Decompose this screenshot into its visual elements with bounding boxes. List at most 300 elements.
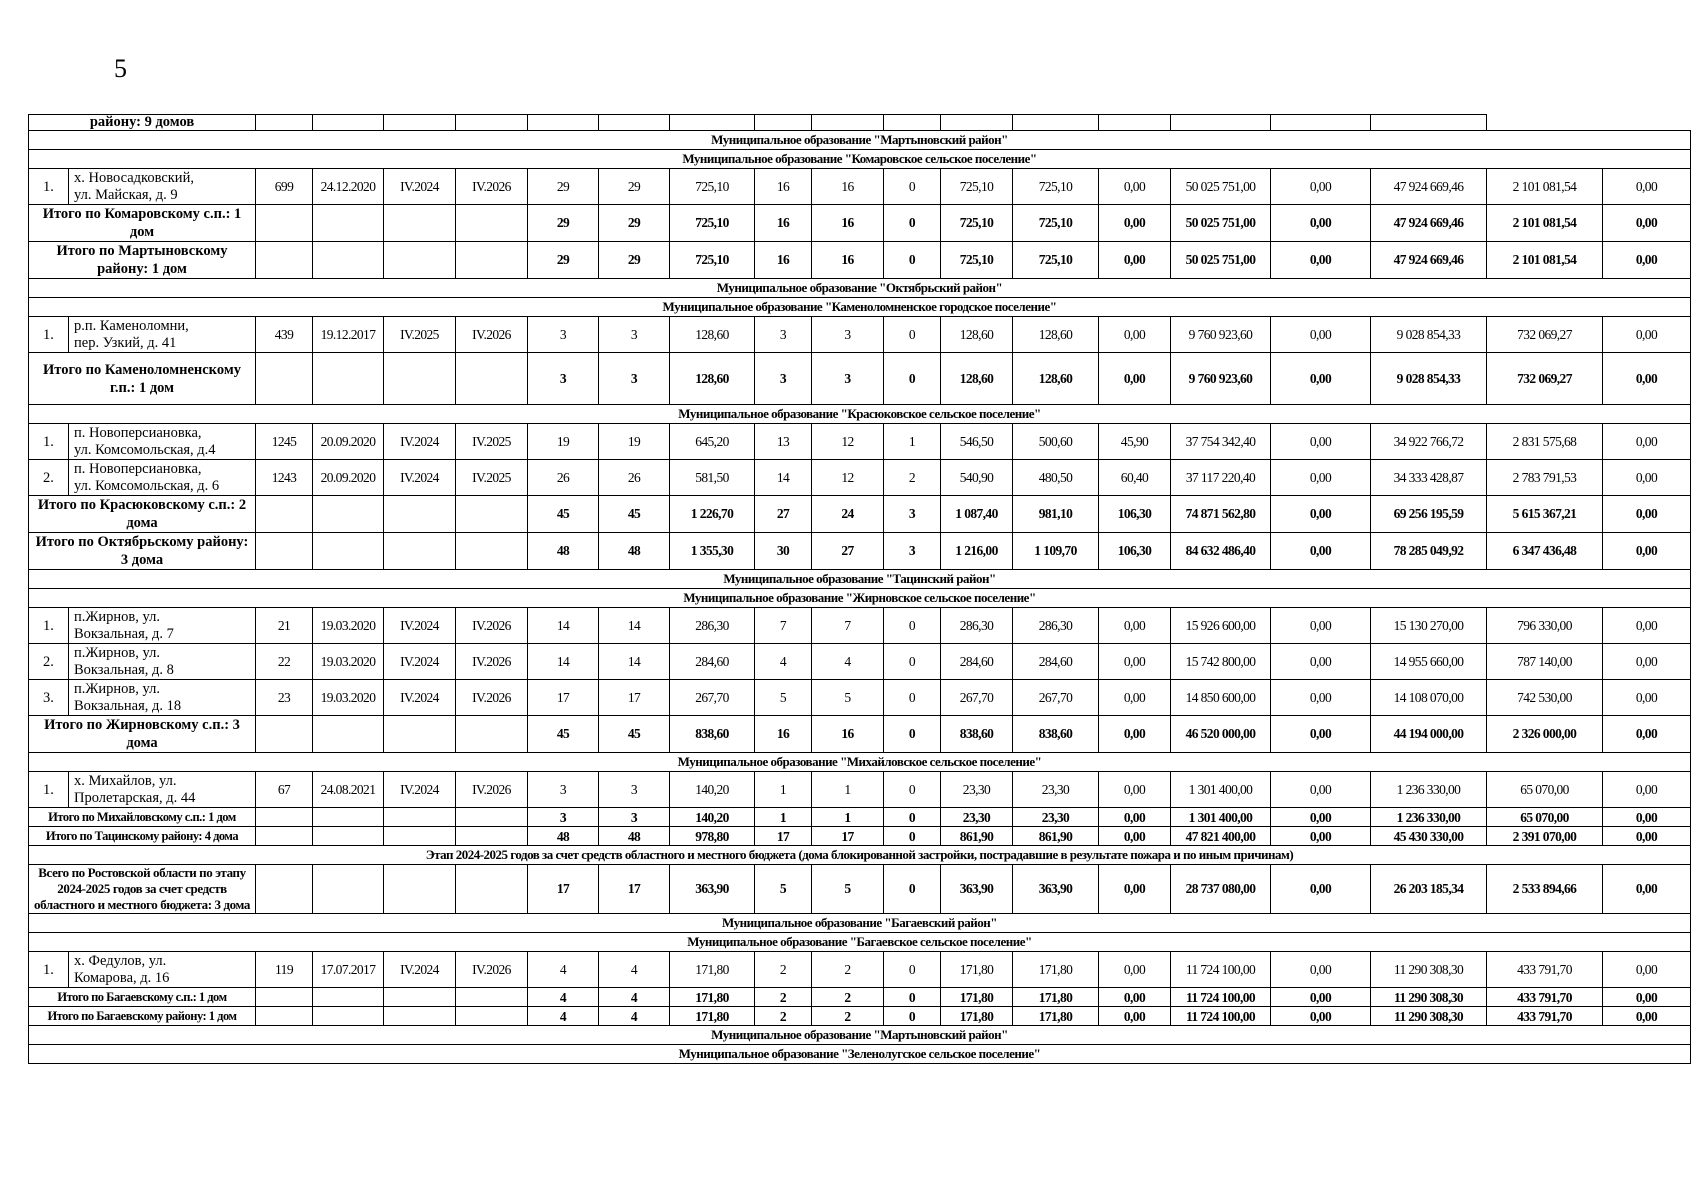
value-cell: 16 — [812, 716, 884, 753]
subtotal-label: Итого по Каменоломненскому г.п.: 1 дом — [29, 353, 256, 405]
value-cell: 14 — [599, 644, 670, 680]
value-cell: IV.2026 — [456, 772, 528, 808]
value-cell: 12 — [812, 460, 884, 496]
address-cell: п.Жирнов, ул. Вокзальная, д. 8 — [69, 644, 256, 680]
value-cell: 45 — [528, 496, 599, 533]
value-cell: 16 — [755, 205, 812, 242]
value-cell: 5 — [812, 865, 884, 914]
value-cell: 4 — [528, 952, 599, 988]
empty-cell — [313, 988, 384, 1007]
value-cell: 22 — [256, 644, 313, 680]
subtotal-row — [29, 205, 1691, 242]
value-cell: 5 — [755, 680, 812, 716]
value-cell: 23,30 — [941, 808, 1013, 827]
value-cell: 284,60 — [941, 644, 1013, 680]
section-title: Муниципальное образование "Мартыновский район" — [29, 1026, 1691, 1045]
table-row — [29, 952, 1691, 988]
value-cell: 2 — [755, 1007, 812, 1026]
empty-cell — [456, 827, 528, 846]
value-cell: 19.03.2020 — [313, 644, 384, 680]
value-cell: 363,90 — [1013, 865, 1099, 914]
value-cell: 0,00 — [1271, 496, 1371, 533]
value-cell: 45,90 — [1099, 424, 1171, 460]
section-title: Муниципальное образование "Тацинский район" — [29, 570, 1691, 589]
value-cell: 20.09.2020 — [313, 424, 384, 460]
empty-cell — [256, 988, 313, 1007]
subtotal-row — [29, 533, 1691, 570]
value-cell: 37 117 220,40 — [1171, 460, 1271, 496]
value-cell: 3 — [884, 533, 941, 570]
value-cell: 47 821 400,00 — [1171, 827, 1271, 846]
value-cell: 3 — [812, 317, 884, 353]
value-cell: 732 069,27 — [1487, 353, 1603, 405]
empty-cell — [256, 1007, 313, 1026]
value-cell: 21 — [256, 608, 313, 644]
value-cell: 47 924 669,46 — [1371, 242, 1487, 279]
section-title: Муниципальное образование "Багаевское сельское поселение" — [29, 933, 1691, 952]
value-cell: 0,00 — [1099, 952, 1171, 988]
value-cell: 2 533 894,66 — [1487, 865, 1603, 914]
empty-cell — [256, 533, 313, 570]
value-cell: 50 025 751,00 — [1171, 205, 1271, 242]
value-cell: 861,90 — [941, 827, 1013, 846]
section-title: Муниципальное образование "Жирновское сельское поселение" — [29, 589, 1691, 608]
value-cell: 284,60 — [1013, 644, 1099, 680]
value-cell: 0,00 — [1603, 680, 1691, 716]
subtotal-row — [29, 865, 1691, 914]
value-cell: 0,00 — [1099, 827, 1171, 846]
value-cell: 1 — [812, 772, 884, 808]
value-cell: IV.2024 — [384, 424, 456, 460]
value-cell: 16 — [755, 716, 812, 753]
empty-cell — [456, 808, 528, 827]
value-cell: IV.2024 — [384, 680, 456, 716]
value-cell: 2 — [755, 988, 812, 1007]
value-cell: 5 615 367,21 — [1487, 496, 1603, 533]
value-cell: 0 — [884, 644, 941, 680]
section-title: Муниципальное образование "Красюковское сельское поселение" — [29, 405, 1691, 424]
section-title: Муниципальное образование "Мартыновский район" — [29, 131, 1691, 150]
subtotal-label: Итого по Михайловскому с.п.: 1 дом — [29, 808, 256, 827]
value-cell: 3 — [599, 772, 670, 808]
value-cell: 171,80 — [670, 952, 755, 988]
value-cell: 0 — [884, 716, 941, 753]
value-cell: 19.03.2020 — [313, 608, 384, 644]
table-row — [29, 115, 1691, 131]
value-cell: 65 070,00 — [1487, 808, 1603, 827]
value-cell: 50 025 751,00 — [1171, 242, 1271, 279]
subtotal-row — [29, 1007, 1691, 1026]
value-cell: 1 — [884, 424, 941, 460]
empty-cell — [313, 205, 384, 242]
value-cell: 23 — [256, 680, 313, 716]
value-cell: 13 — [755, 424, 812, 460]
empty-cell — [256, 865, 313, 914]
value-cell: 645,20 — [670, 424, 755, 460]
value-cell: 5 — [755, 865, 812, 914]
value-cell: 0,00 — [1099, 169, 1171, 205]
section-title: Муниципальное образование "Багаевский район" — [29, 914, 1691, 933]
value-cell: 14 108 070,00 — [1371, 680, 1487, 716]
subtotal-label: Итого по Комаровскому с.п.: 1 дом — [29, 205, 256, 242]
section-title: Муниципальное образование "Октябрьский район" — [29, 279, 1691, 298]
value-cell: 0,00 — [1099, 317, 1171, 353]
value-cell: 171,80 — [1013, 1007, 1099, 1026]
value-cell: 11 290 308,30 — [1371, 1007, 1487, 1026]
table-row — [29, 424, 1691, 460]
value-cell: 2 326 000,00 — [1487, 716, 1603, 753]
value-cell: 15 130 270,00 — [1371, 608, 1487, 644]
value-cell: 3 — [884, 496, 941, 533]
value-cell: 29 — [599, 169, 670, 205]
empty-cell — [313, 242, 384, 279]
value-cell: 4 — [755, 644, 812, 680]
value-cell: IV.2025 — [456, 460, 528, 496]
value-cell: 2 101 081,54 — [1487, 169, 1603, 205]
value-cell: 0,00 — [1099, 1007, 1171, 1026]
value-cell: 0,00 — [1271, 242, 1371, 279]
value-cell: 26 — [528, 460, 599, 496]
value-cell: 0 — [884, 353, 941, 405]
value-cell: 1 — [755, 772, 812, 808]
value-cell: 50 025 751,00 — [1171, 169, 1271, 205]
value-cell: 4 — [528, 988, 599, 1007]
subtotal-label: Итого по Октябрьскому району: 3 дома — [29, 533, 256, 570]
section-header-row — [29, 914, 1691, 933]
value-cell: 0 — [884, 772, 941, 808]
value-cell: 46 520 000,00 — [1171, 716, 1271, 753]
value-cell: 2 101 081,54 — [1487, 205, 1603, 242]
value-cell: 1243 — [256, 460, 313, 496]
empty-cell — [384, 353, 456, 405]
value-cell: 981,10 — [1013, 496, 1099, 533]
value-cell: 29 — [528, 242, 599, 279]
value-cell: 7 — [812, 608, 884, 644]
value-cell: 0,00 — [1603, 353, 1691, 405]
value-cell: 15 742 800,00 — [1171, 644, 1271, 680]
subtotal-row — [29, 496, 1691, 533]
value-cell: 106,30 — [1099, 496, 1171, 533]
empty-cell — [384, 242, 456, 279]
value-cell: 17 — [599, 865, 670, 914]
value-cell: 0,00 — [1271, 169, 1371, 205]
empty-cell — [456, 353, 528, 405]
value-cell: 44 194 000,00 — [1371, 716, 1487, 753]
empty-cell — [313, 827, 384, 846]
value-cell: 0,00 — [1099, 644, 1171, 680]
value-cell: 0,00 — [1099, 988, 1171, 1007]
value-cell: 0,00 — [1271, 988, 1371, 1007]
value-cell: 0 — [884, 242, 941, 279]
value-cell: 29 — [599, 205, 670, 242]
value-cell: 0,00 — [1099, 680, 1171, 716]
value-cell: 140,20 — [670, 808, 755, 827]
value-cell: 37 754 342,40 — [1171, 424, 1271, 460]
empty-cell — [456, 242, 528, 279]
value-cell: 1 087,40 — [941, 496, 1013, 533]
value-cell: 2 — [884, 460, 941, 496]
value-cell: 286,30 — [941, 608, 1013, 644]
value-cell: 0,00 — [1603, 460, 1691, 496]
empty-cell — [313, 533, 384, 570]
value-cell: 47 924 669,46 — [1371, 205, 1487, 242]
value-cell: 0 — [884, 680, 941, 716]
value-cell: 14 — [755, 460, 812, 496]
value-cell: 0,00 — [1271, 716, 1371, 753]
value-cell: 24.12.2020 — [313, 169, 384, 205]
value-cell: 19 — [528, 424, 599, 460]
value-cell: 34 333 428,87 — [1371, 460, 1487, 496]
empty-cell — [256, 496, 313, 533]
address-cell: х. Михайлов, ул. Пролетарская, д. 44 — [69, 772, 256, 808]
value-cell: 725,10 — [670, 169, 755, 205]
empty-cell — [456, 988, 528, 1007]
value-cell: 3 — [599, 808, 670, 827]
table-row — [29, 680, 1691, 716]
value-cell: 2 391 070,00 — [1487, 827, 1603, 846]
value-cell: 4 — [599, 1007, 670, 1026]
value-cell: 0,00 — [1271, 772, 1371, 808]
value-cell: 15 926 600,00 — [1171, 608, 1271, 644]
value-cell: 4 — [599, 988, 670, 1007]
value-cell: 284,60 — [670, 644, 755, 680]
subtotal-row — [29, 716, 1691, 753]
row-index: 1. — [29, 772, 69, 808]
value-cell: 725,10 — [941, 205, 1013, 242]
value-cell: 45 — [528, 716, 599, 753]
value-cell: 74 871 562,80 — [1171, 496, 1271, 533]
value-cell: 0,00 — [1603, 952, 1691, 988]
value-cell: 23,30 — [1013, 808, 1099, 827]
subtotal-label: Итого по Багаевскому с.п.: 1 дом — [29, 988, 256, 1007]
value-cell: 9 760 923,60 — [1171, 353, 1271, 405]
empty-cell — [256, 353, 313, 405]
value-cell: 171,80 — [941, 952, 1013, 988]
empty-cell — [313, 716, 384, 753]
value-cell: 546,50 — [941, 424, 1013, 460]
value-cell: 45 — [599, 496, 670, 533]
value-cell: 0,00 — [1099, 353, 1171, 405]
value-cell: 363,90 — [670, 865, 755, 914]
empty-cell — [456, 496, 528, 533]
section-header-row — [29, 405, 1691, 424]
value-cell: 725,10 — [670, 242, 755, 279]
value-cell: 4 — [528, 1007, 599, 1026]
value-cell: 0 — [884, 205, 941, 242]
value-cell: IV.2024 — [384, 644, 456, 680]
value-cell: 5 — [812, 680, 884, 716]
section-header-row — [29, 131, 1691, 150]
value-cell: 433 791,70 — [1487, 952, 1603, 988]
row-index: 1. — [29, 608, 69, 644]
section-header-row — [29, 753, 1691, 772]
value-cell: 2 101 081,54 — [1487, 242, 1603, 279]
value-cell: IV.2026 — [456, 317, 528, 353]
subtotal-row — [29, 242, 1691, 279]
value-cell: 0,00 — [1271, 608, 1371, 644]
value-cell: 0,00 — [1603, 865, 1691, 914]
value-cell: IV.2024 — [384, 772, 456, 808]
stage-title: Этап 2024-2025 годов за счет средств областного и местного бюджета (дома блокированной застройки, пострадавшие в результате пожара и по иным причинам) — [29, 846, 1691, 865]
value-cell: 433 791,70 — [1487, 988, 1603, 1007]
value-cell: 540,90 — [941, 460, 1013, 496]
value-cell: 725,10 — [1013, 205, 1099, 242]
value-cell: 47 924 669,46 — [1371, 169, 1487, 205]
section-header-row — [29, 589, 1691, 608]
value-cell: 0,00 — [1603, 716, 1691, 753]
value-cell: 29 — [528, 169, 599, 205]
value-cell: 140,20 — [670, 772, 755, 808]
value-cell: 2 — [755, 952, 812, 988]
value-cell: 796 330,00 — [1487, 608, 1603, 644]
value-cell: 0,00 — [1099, 808, 1171, 827]
value-cell: IV.2024 — [384, 169, 456, 205]
section-header-row — [29, 298, 1691, 317]
value-cell: 439 — [256, 317, 313, 353]
empty-cell — [313, 1007, 384, 1026]
value-cell: 363,90 — [941, 865, 1013, 914]
value-cell: IV.2025 — [384, 317, 456, 353]
empty-cell — [384, 988, 456, 1007]
empty-cell — [456, 205, 528, 242]
empty-cell — [313, 496, 384, 533]
value-cell: 742 530,00 — [1487, 680, 1603, 716]
value-cell: 2 — [812, 1007, 884, 1026]
value-cell: 17 — [755, 827, 812, 846]
value-cell: 725,10 — [1013, 242, 1099, 279]
value-cell: 725,10 — [670, 205, 755, 242]
value-cell: 17 — [599, 680, 670, 716]
row-index: 1. — [29, 424, 69, 460]
value-cell: 0,00 — [1271, 424, 1371, 460]
value-cell: 0,00 — [1271, 808, 1371, 827]
value-cell: 0,00 — [1603, 772, 1691, 808]
section-header-row — [29, 150, 1691, 169]
section-header-row — [29, 1026, 1691, 1045]
value-cell: 27 — [812, 533, 884, 570]
value-cell: 0 — [884, 827, 941, 846]
value-cell: 725,10 — [941, 169, 1013, 205]
subtotal-label: Итого по Багаевскому району: 1 дом — [29, 1007, 256, 1026]
value-cell: 0 — [884, 808, 941, 827]
value-cell: 0,00 — [1271, 644, 1371, 680]
value-cell: 19 — [599, 424, 670, 460]
value-cell: 9 028 854,33 — [1371, 353, 1487, 405]
value-cell: 17.07.2017 — [313, 952, 384, 988]
value-cell: 0,00 — [1271, 952, 1371, 988]
value-cell: 11 724 100,00 — [1171, 988, 1271, 1007]
empty-cell — [256, 716, 313, 753]
value-cell: 48 — [599, 533, 670, 570]
value-cell: 3 — [812, 353, 884, 405]
value-cell: 0,00 — [1603, 533, 1691, 570]
empty-cell — [456, 716, 528, 753]
value-cell: 1 — [812, 808, 884, 827]
section-title: Муниципальное образование "Михайловское сельское поселение" — [29, 753, 1691, 772]
value-cell: 128,60 — [941, 317, 1013, 353]
value-cell: 27 — [755, 496, 812, 533]
value-cell: 171,80 — [1013, 988, 1099, 1007]
value-cell: 0,00 — [1603, 1007, 1691, 1026]
value-cell: 480,50 — [1013, 460, 1099, 496]
value-cell: 3 — [528, 353, 599, 405]
value-cell: 23,30 — [941, 772, 1013, 808]
section-title: Муниципальное образование "Зеленолугское сельское поселение" — [29, 1045, 1691, 1064]
value-cell: 29 — [599, 242, 670, 279]
value-cell: IV.2024 — [384, 460, 456, 496]
value-cell: 0,00 — [1603, 169, 1691, 205]
value-cell: 7 — [755, 608, 812, 644]
subtotal-row — [29, 808, 1691, 827]
section-title: Муниципальное образование "Комаровское сельское поселение" — [29, 150, 1691, 169]
value-cell: 60,40 — [1099, 460, 1171, 496]
row-index: 1. — [29, 169, 69, 205]
section-header-row — [29, 279, 1691, 298]
value-cell: 267,70 — [670, 680, 755, 716]
value-cell: 0,00 — [1603, 608, 1691, 644]
value-cell: 16 — [755, 242, 812, 279]
value-cell: 65 070,00 — [1487, 772, 1603, 808]
value-cell: 24.08.2021 — [313, 772, 384, 808]
value-cell: 171,80 — [670, 1007, 755, 1026]
value-cell: 0,00 — [1603, 827, 1691, 846]
table-row — [29, 169, 1691, 205]
value-cell: 23,30 — [1013, 772, 1099, 808]
value-cell: 26 — [599, 460, 670, 496]
value-cell: 19.03.2020 — [313, 680, 384, 716]
value-cell: 0 — [884, 952, 941, 988]
value-cell: 16 — [812, 205, 884, 242]
empty-cell — [256, 827, 313, 846]
value-cell: 0,00 — [1271, 680, 1371, 716]
subtotal-label: Итого по Жирновскому с.п.: 3 дома — [29, 716, 256, 753]
subtotal-row — [29, 827, 1691, 846]
value-cell: 78 285 049,92 — [1371, 533, 1487, 570]
value-cell: 106,30 — [1099, 533, 1171, 570]
value-cell: 48 — [528, 533, 599, 570]
value-cell: 0,00 — [1603, 988, 1691, 1007]
value-cell: 128,60 — [1013, 353, 1099, 405]
value-cell: 0,00 — [1271, 460, 1371, 496]
value-cell: 3 — [528, 808, 599, 827]
value-cell: 14 — [599, 608, 670, 644]
subtotal-label: Всего по Ростовской области по этапу 2024-2025 годов за счет средств областного и местного бюджета: 3 дома — [29, 865, 256, 914]
table-row — [29, 772, 1691, 808]
value-cell: 0,00 — [1271, 865, 1371, 914]
value-cell: 0 — [884, 988, 941, 1007]
value-cell: 16 — [812, 242, 884, 279]
address-cell: п. Новоперсиановка, ул. Комсомольская, д.4 — [69, 424, 256, 460]
empty-cell — [384, 865, 456, 914]
empty-cell — [313, 353, 384, 405]
value-cell: 861,90 — [1013, 827, 1099, 846]
value-cell: 286,30 — [670, 608, 755, 644]
value-cell: 0,00 — [1603, 496, 1691, 533]
value-cell: 1 236 330,00 — [1371, 772, 1487, 808]
empty-cell — [456, 533, 528, 570]
value-cell: 3 — [599, 353, 670, 405]
value-cell: 3 — [755, 353, 812, 405]
value-cell: 29 — [528, 205, 599, 242]
section-header-row — [29, 1045, 1691, 1064]
value-cell: 2 — [812, 952, 884, 988]
empty-cell — [384, 716, 456, 753]
value-cell: 4 — [599, 952, 670, 988]
value-cell: 0 — [884, 1007, 941, 1026]
empty-cell — [384, 1007, 456, 1026]
value-cell: 0,00 — [1603, 644, 1691, 680]
value-cell: 24 — [812, 496, 884, 533]
